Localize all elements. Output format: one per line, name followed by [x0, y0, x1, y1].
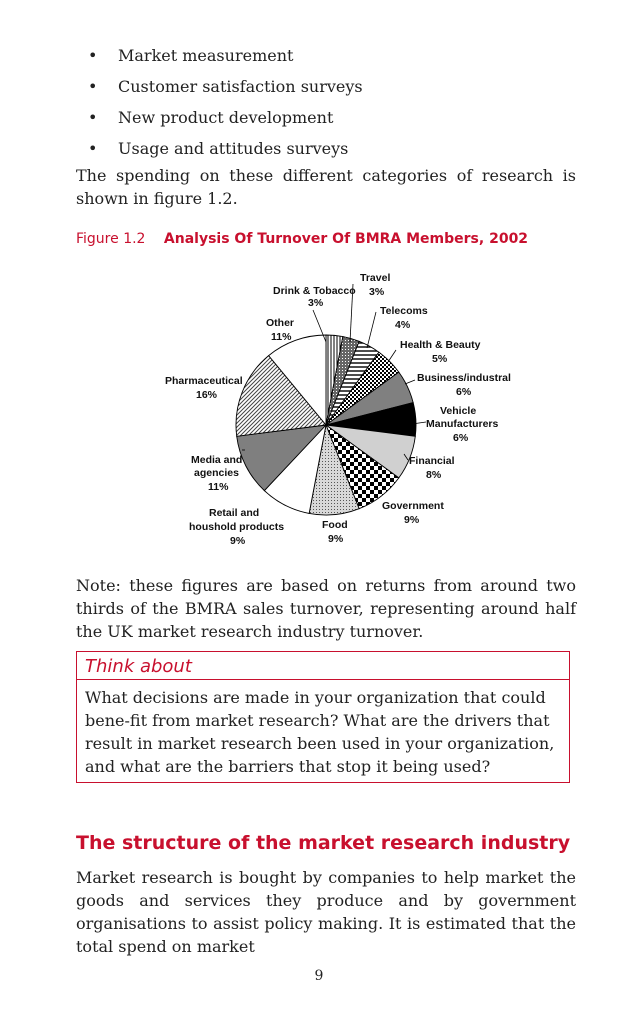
value-travel: 3% — [369, 286, 385, 298]
label-government: Government — [382, 500, 444, 512]
section-heading: The structure of the market research industry — [76, 832, 571, 854]
value-retail: 9% — [230, 535, 246, 547]
label-food: Food — [322, 519, 348, 531]
label-retail-line2: houshold products — [189, 521, 285, 533]
think-about-divider — [77, 679, 569, 680]
label-retail-line1: Retail and — [209, 507, 260, 519]
value-media: 11% — [208, 481, 229, 493]
note-paragraph: Note: these figures are based on returns from around two thirds of the BMRA sales turnover, representing around half the UK market research industry turnover. — [76, 576, 576, 641]
intro-paragraph: The spending on these different categories of research is shown in figure 1.2. — [76, 166, 576, 208]
figure-title: Analysis Of Turnover Of BMRA Members, 2002 — [163, 231, 529, 247]
label-telecoms: Telecoms — [380, 305, 428, 317]
value-vehicle-manufacturers: 6% — [453, 432, 469, 444]
pie-slices — [236, 335, 416, 515]
value-food: 9% — [328, 533, 344, 545]
bullet-item: • Usage and attitudes surveys — [88, 139, 349, 158]
label-health-beauty: Health & Beauty — [400, 339, 481, 351]
think-about-heading: Think about — [85, 656, 192, 677]
section-paragraph: Market research is bought by companies to help market the goods and services they produce and by government organisations to assist policy making. It is estimated that the total spend on market — [76, 868, 576, 956]
label-other: Other — [266, 317, 295, 329]
pie-chart — [150, 262, 520, 552]
bullet-list — [88, 40, 363, 164]
value-government: 9% — [404, 514, 420, 526]
value-drink-tobacco: 3% — [308, 297, 324, 309]
page-number: 9 — [314, 968, 324, 984]
value-health-beauty: 5% — [432, 353, 448, 365]
label-travel: Travel — [360, 272, 391, 284]
label-business-industral: Business/industral — [417, 372, 511, 384]
bullet-item: • Customer satisfaction surveys — [88, 77, 363, 96]
figure-number: Figure 1.2 — [76, 231, 146, 247]
label-financial: Financial — [409, 455, 455, 467]
label-vehicle: Vehicle — [440, 405, 477, 417]
label-manufacturers: Manufacturers — [426, 418, 499, 430]
label-media-line2: agencies — [194, 467, 239, 479]
think-about-text: What decisions are made in your organization that could bene-fit from market research? What are the drivers that result in market research been used in your organization, and what are the barriers that stop it being used? — [85, 688, 555, 776]
label-pharmaceutical: Pharmaceutical — [165, 375, 243, 387]
bullet-item: • Market measurement — [88, 46, 294, 65]
value-business-industral: 6% — [456, 386, 472, 398]
bullet-item: • New product development — [88, 108, 334, 127]
value-pharmaceutical: 16% — [196, 389, 218, 401]
value-telecoms: 4% — [395, 319, 411, 331]
figure-caption — [76, 231, 528, 247]
value-other: 11% — [271, 331, 292, 343]
think-about-box — [76, 651, 570, 783]
label-drink-tobacco: Drink & Tobacco — [273, 285, 356, 297]
value-financial: 8% — [426, 469, 442, 481]
label-media-line1: Media and — [191, 454, 243, 466]
